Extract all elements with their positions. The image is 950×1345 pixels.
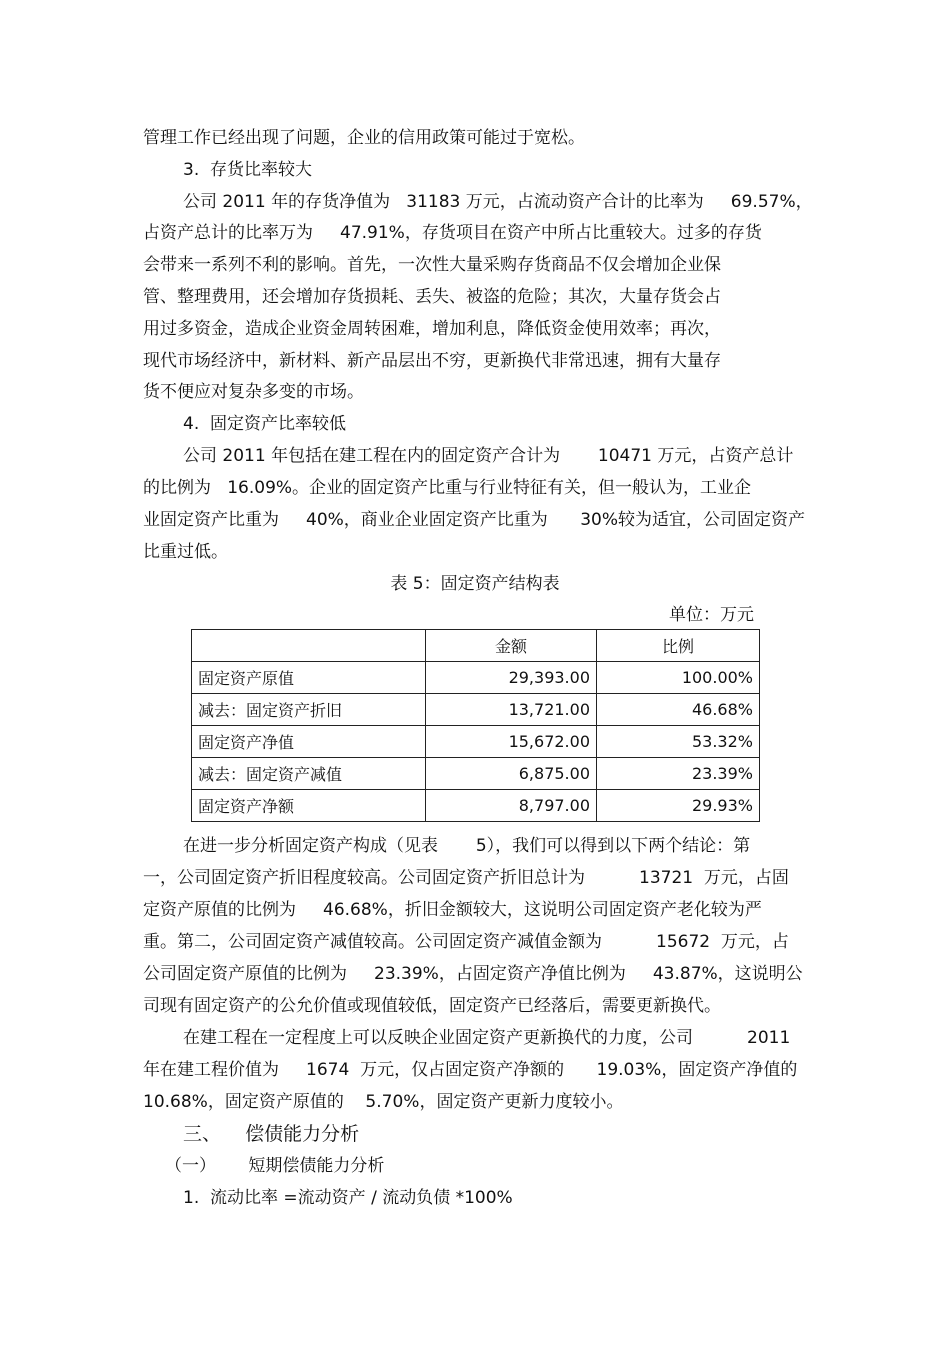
table-row — [192, 790, 760, 822]
paragraph-line: 年在建工程价值为 1674 万元，仅占固定资产净额的 19.03%，固定资产净值的 — [143, 1060, 798, 1080]
section-heading-solvency: 三、 偿债能力分析 — [183, 1123, 360, 1145]
paragraph-line: 在进一步分析固定资产构成（见表 5），我们可以得到以下两个结论：第 — [183, 836, 751, 856]
paragraph-line: 的比例为 16.09%。企业的固定资产比重与行业特征有关，但一般认为，工业企 — [143, 478, 752, 498]
paragraph-line: 用过多资金，造成企业资金周转困难，增加利息，降低资金使用效率；再次， — [143, 319, 721, 339]
table-cell: 15,672.00 — [426, 726, 597, 758]
subsection-heading: （一） 短期偿债能力分析 — [165, 1156, 385, 1176]
table-cell: 固定资产净额 — [192, 790, 426, 822]
table-cell: 29.93% — [597, 790, 760, 822]
table-cell: 固定资产原值 — [192, 662, 426, 694]
table-cell: 53.32% — [597, 726, 760, 758]
heading-fixed-asset-ratio: 4. 固定资产比率较低 — [183, 414, 347, 434]
table-cell: 29,393.00 — [426, 662, 597, 694]
table-cell: 固定资产净值 — [192, 726, 426, 758]
table-row — [192, 694, 760, 726]
paragraph-line: 占资产总计的比率万为 47.91%，存货项目在资产中所占比重较大。过多的存货 — [143, 223, 762, 243]
paragraph-line: 会带来一系列不利的影响。首先，一次性大量采购存货商品不仅会增加企业保 — [143, 255, 721, 275]
table-cell: 8,797.00 — [426, 790, 597, 822]
paragraph-line: 管理工作已经出现了问题，企业的信用政策可能过于宽松。 — [143, 128, 585, 148]
table-header-cell — [192, 630, 426, 662]
paragraph-line: 一，公司固定资产折旧程度较高。公司固定资产折旧总计为 13721 万元，占固 — [143, 868, 789, 888]
table-caption: 表 5：固定资产结构表 — [390, 574, 560, 594]
heading-inventory-ratio: 3. 存货比率较大 — [183, 160, 313, 180]
table-cell: 100.00% — [597, 662, 760, 694]
paragraph-line: 比重过低。 — [143, 542, 228, 562]
table-row — [192, 726, 760, 758]
paragraph-line: 公司 2011 年包括在建工程在内的固定资产合计为 10471 万元，占资产总计 — [183, 446, 794, 466]
paragraph-line: 10.68%，固定资产原值的 5.70%，固定资产更新力度较小。 — [143, 1092, 624, 1112]
table-row — [192, 758, 760, 790]
paragraph-line: 货不便应对复杂多变的市场。 — [143, 382, 364, 402]
paragraph-line: 定资产原值的比例为 46.68%，折旧金额较大，这说明公司固定资产老化较为严 — [143, 900, 762, 920]
table-header-cell: 比例 — [597, 630, 760, 662]
paragraph-line: 公司 2011 年的存货净值为 31183 万元，占流动资产合计的比率为 69.57%， — [183, 192, 813, 212]
paragraph-line: 公司固定资产原值的比例为 23.39%，占固定资产净值比例为 43.87%，这说明公 — [143, 964, 803, 984]
table-row — [192, 662, 760, 694]
table-cell: 6,875.00 — [426, 758, 597, 790]
paragraph-line: 管、整理费用，还会增加存货损耗、丢失、被盗的危险；其次，大量存货会占 — [143, 287, 721, 307]
table-header-row — [192, 630, 760, 662]
table-cell: 减去：固定资产减值 — [192, 758, 426, 790]
table-header-cell: 金额 — [426, 630, 597, 662]
table-cell: 减去：固定资产折旧 — [192, 694, 426, 726]
table-cell: 23.39% — [597, 758, 760, 790]
table-unit: 单位：万元 — [669, 605, 754, 625]
table-cell: 13,721.00 — [426, 694, 597, 726]
fixed-asset-table — [191, 629, 760, 822]
paragraph-line: 在建工程在一定程度上可以反映企业固定资产更新换代的力度，公司 2011 — [183, 1028, 791, 1048]
paragraph-line: 司现有固定资产的公允价值或现值较低，固定资产已经落后，需要更新换代。 — [143, 996, 721, 1016]
list-item: 1. 流动比率 =流动资产 / 流动负债 *100% — [183, 1188, 513, 1208]
table-cell: 46.68% — [597, 694, 760, 726]
paragraph-line: 业固定资产比重为 40%，商业企业固定资产比重为 30%较为适宜，公司固定资产 — [143, 510, 806, 530]
paragraph-line: 现代市场经济中，新材料、新产品层出不穷，更新换代非常迅速，拥有大量存 — [143, 351, 721, 371]
paragraph-line: 重。第二，公司固定资产减值较高。公司固定资产减值金额为 15672 万元，占 — [143, 932, 789, 952]
